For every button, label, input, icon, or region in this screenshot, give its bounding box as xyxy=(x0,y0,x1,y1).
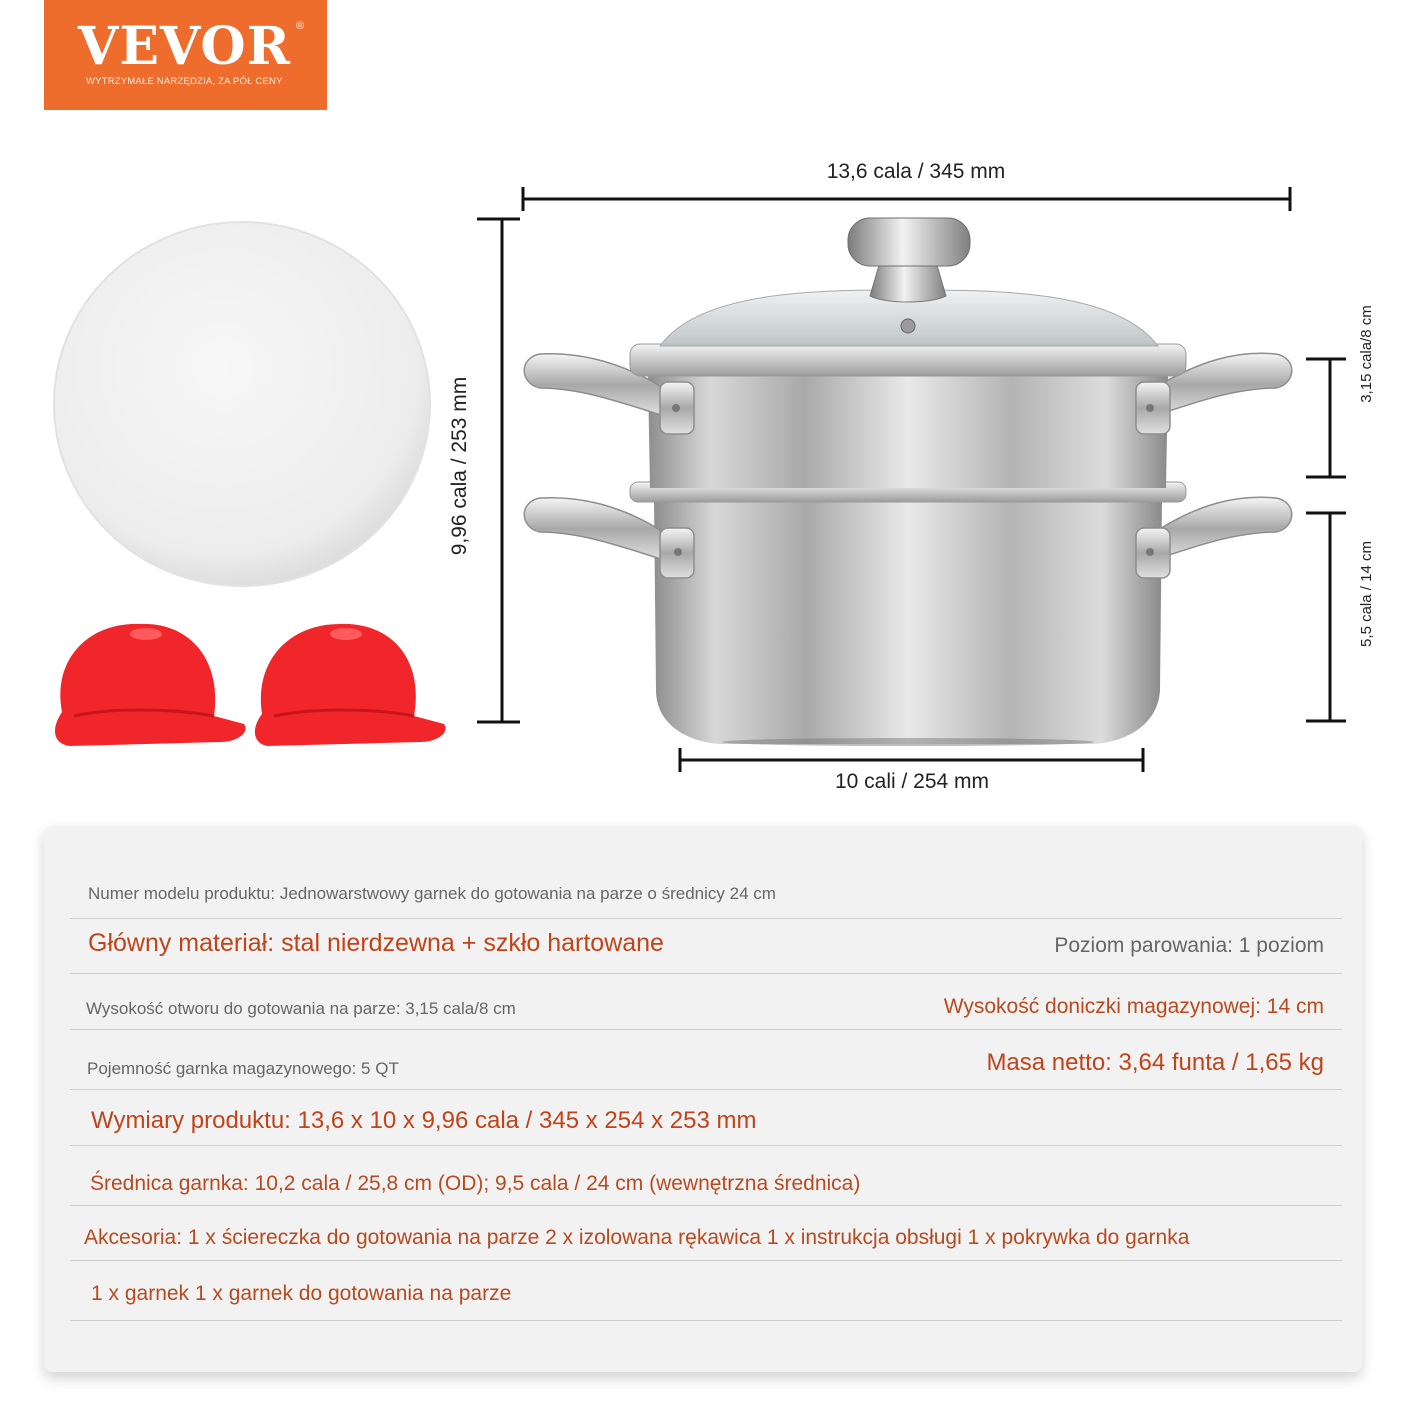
brand-name: VEVOR xyxy=(78,16,291,77)
spec-capacity: Pojemność garnka magazynowego: 5 QT xyxy=(87,1059,399,1078)
spec-row-accessories xyxy=(70,1205,1342,1261)
spec-row-capacity xyxy=(70,1029,1342,1090)
spec-steamer-height: Wysokość otworu do gotowania na parze: 3,15 cala/8 cm xyxy=(86,999,516,1018)
spec-diameter: Średnica garnka: 10,2 cala / 25,8 cm (OD); 9,5 cala / 24 cm (wewnętrzna średnica) xyxy=(90,1172,861,1195)
top-width-label: 13,6 cala / 345 mm xyxy=(826,160,1006,183)
lid-knob xyxy=(848,218,970,302)
brand-tagline: WYTRZYMAŁE NARZĘDZIA, ZA PÓŁ CENY xyxy=(86,76,283,87)
steamer-height-dimension xyxy=(1306,359,1346,477)
spec-row-dimensions xyxy=(70,1089,1342,1146)
steamer-height-label: 3,15 cala/8 cm xyxy=(1358,305,1375,403)
pot-height-label: 5,5 cala / 14 cm xyxy=(1358,541,1375,647)
silicone-mitt-right xyxy=(255,624,446,746)
registered-mark: ® xyxy=(296,20,305,32)
spec-row-heights xyxy=(70,973,1342,1030)
spec-pot-height: Wysokość doniczki magazynowej: 14 cm xyxy=(943,995,1324,1018)
spec-material: Główny materiał: stal nierdzewna + szkło hartowane xyxy=(88,929,664,957)
width-dimension-top xyxy=(523,187,1290,211)
steamer-cloth xyxy=(54,222,430,586)
spec-dimensions: Wymiary produktu: 13,6 x 10 x 9,96 cala / 345 x 254 x 253 mm xyxy=(91,1107,757,1134)
spec-row-material xyxy=(70,918,1342,974)
spec-model: Numer modelu produktu: Jednowarstwowy garnek do gotowania na parze o średnicy 24 cm xyxy=(88,884,776,903)
silicone-mitt-left xyxy=(55,624,246,746)
height-dimension-left xyxy=(477,219,520,722)
spec-row-diameter xyxy=(70,1145,1342,1206)
spec-panel xyxy=(44,826,1362,1372)
glass-lid xyxy=(630,290,1186,376)
width-dimension-bottom xyxy=(680,748,1143,772)
pot-height-dimension xyxy=(1306,513,1346,721)
spec-accessories-2: 1 x garnek 1 x garnek do gotowania na parze xyxy=(91,1282,512,1305)
stock-pot xyxy=(524,497,1292,746)
spec-accessories-1: Akcesoria: 1 x ściereczka do gotowania na parze 2 x izolowana rękawica 1 x instrukcja obsługi 1 x pokrywka do garnka xyxy=(84,1226,1190,1249)
spec-steam-level: Poziom parowania: 1 poziom xyxy=(1054,934,1324,957)
spec-row-model xyxy=(70,874,1342,919)
spec-net-weight: Masa netto: 3,64 funta / 1,65 kg xyxy=(986,1049,1324,1076)
total-height-label: 9,96 cala / 253 mm xyxy=(448,376,471,556)
spec-row-accessories-cont xyxy=(70,1260,1342,1321)
bottom-width-label: 10 cali / 254 mm xyxy=(834,770,990,793)
